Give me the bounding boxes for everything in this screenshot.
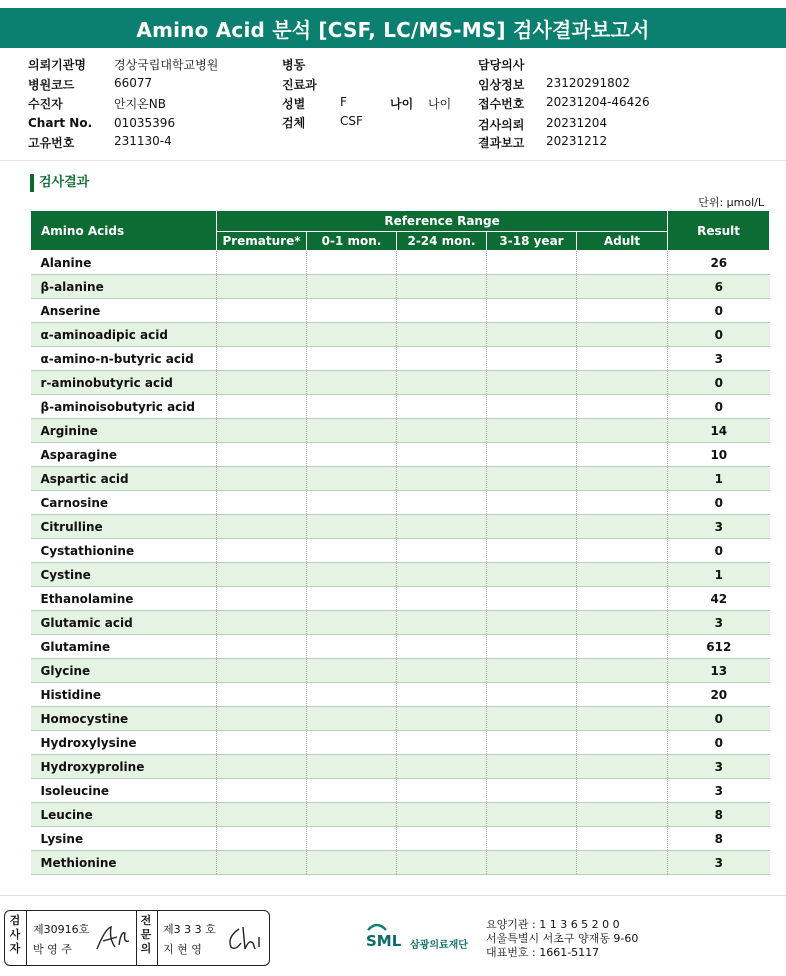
reference-cell [217, 515, 307, 539]
reference-cell [487, 515, 577, 539]
reference-cell [577, 611, 668, 635]
reference-cell [397, 851, 487, 875]
divider [0, 160, 786, 161]
amino-acid-name: Asparagine [31, 443, 217, 467]
reference-cell [217, 851, 307, 875]
reference-cell [487, 827, 577, 851]
reference-cell [487, 323, 577, 347]
result-value: 612 [668, 635, 770, 659]
result-value: 0 [668, 539, 770, 563]
reference-cell [577, 827, 668, 851]
reference-cell [577, 323, 668, 347]
phone: 대표번호 : 1661-5117 [486, 946, 600, 959]
amino-acid-name: Leucine [31, 803, 217, 827]
reference-cell [217, 275, 307, 299]
institution-label: 의뢰기관명 [28, 58, 86, 72]
hospital-code-label: 병원코드 [28, 78, 75, 92]
reference-cell [217, 371, 307, 395]
result-value: 3 [668, 347, 770, 371]
reference-cell [307, 275, 397, 299]
result-value: 10 [668, 443, 770, 467]
reference-cell [577, 707, 668, 731]
tester-signature [95, 923, 133, 953]
reference-cell [307, 731, 397, 755]
amino-acid-name: α-aminoadipic acid [31, 323, 217, 347]
header-amino-acids: Amino Acids [31, 211, 217, 251]
result-value: 3 [668, 515, 770, 539]
reference-cell [487, 563, 577, 587]
unique-label: 고유번호 [28, 136, 75, 150]
reference-cell [217, 707, 307, 731]
logo-subtext: 삼광의료재단 [410, 940, 468, 951]
signature-divider [157, 911, 158, 965]
table-row [31, 827, 770, 851]
reference-cell [397, 347, 487, 371]
reference-cell [307, 563, 397, 587]
amino-acid-name: Citrulline [31, 515, 217, 539]
tester-label: 검사자 [9, 914, 21, 955]
reference-cell [487, 707, 577, 731]
reference-cell [577, 563, 668, 587]
reference-cell [217, 731, 307, 755]
signature-box [4, 910, 270, 966]
reference-cell [487, 467, 577, 491]
reference-cell [397, 467, 487, 491]
request-label: 검사의뢰 [478, 118, 525, 132]
reference-cell [307, 587, 397, 611]
reference-cell [487, 251, 577, 275]
doctor-name: 지 현 영 [163, 943, 202, 956]
amino-acid-name: Carnosine [31, 491, 217, 515]
reference-cell [307, 611, 397, 635]
reference-cell [577, 731, 668, 755]
reference-cell [487, 275, 577, 299]
logo-text: SML [366, 932, 402, 950]
reference-cell [487, 755, 577, 779]
result-value: 0 [668, 323, 770, 347]
reference-cell [307, 539, 397, 563]
amino-acid-name: Arginine [31, 419, 217, 443]
amino-acid-name: Glycine [31, 659, 217, 683]
reference-cell [397, 539, 487, 563]
table-row [31, 275, 770, 299]
report-title: Amino Acid 분석 [CSF, LC/MS-MS] 검사결과보고서 [0, 8, 786, 48]
reference-cell [487, 611, 577, 635]
chart-label: Chart No. [28, 116, 93, 130]
reference-cell [397, 635, 487, 659]
table-row [31, 779, 770, 803]
reference-cell [577, 587, 668, 611]
reference-cell [487, 851, 577, 875]
reference-cell [577, 779, 668, 803]
patient-label: 수진자 [28, 97, 63, 111]
results-table [30, 210, 770, 875]
table-row [31, 587, 770, 611]
reference-cell [577, 851, 668, 875]
reference-cell [307, 827, 397, 851]
amino-acid-name: Ethanolamine [31, 587, 217, 611]
reference-cell [577, 443, 668, 467]
reference-cell [217, 611, 307, 635]
reference-cell [397, 419, 487, 443]
reference-cell [397, 323, 487, 347]
reference-cell [307, 683, 397, 707]
result-date-label: 결과보고 [478, 136, 525, 150]
reference-cell [487, 491, 577, 515]
reference-cell [307, 443, 397, 467]
reference-cell [307, 347, 397, 371]
reference-cell [217, 323, 307, 347]
amino-acid-name: Homocystine [31, 707, 217, 731]
table-row [31, 443, 770, 467]
reference-cell [217, 755, 307, 779]
reference-cell [397, 515, 487, 539]
reference-cell [307, 491, 397, 515]
reference-cell [487, 635, 577, 659]
amino-acid-name: Lysine [31, 827, 217, 851]
table-row [31, 251, 770, 275]
table-row [31, 419, 770, 443]
reference-cell [307, 635, 397, 659]
reference-cell [217, 299, 307, 323]
amino-acid-name: Isoleucine [31, 779, 217, 803]
reference-cell [577, 635, 668, 659]
reference-cell [397, 611, 487, 635]
receipt-value: 20231204-46426 [546, 95, 650, 109]
header-reference-range: Reference Range [217, 211, 668, 232]
reference-cell [217, 347, 307, 371]
result-value: 1 [668, 467, 770, 491]
ward-label: 병동 [282, 58, 306, 72]
reference-cell [307, 755, 397, 779]
reference-cell [487, 659, 577, 683]
result-value: 0 [668, 707, 770, 731]
reference-cell [397, 371, 487, 395]
table-row [31, 395, 770, 419]
table-row [31, 539, 770, 563]
reference-cell [217, 443, 307, 467]
result-value: 0 [668, 299, 770, 323]
reference-cell [397, 779, 487, 803]
institution-address [486, 918, 638, 960]
reference-cell [577, 371, 668, 395]
reference-cell [307, 419, 397, 443]
reference-cell [397, 395, 487, 419]
reference-cell [577, 299, 668, 323]
reference-cell [307, 659, 397, 683]
header-range-3-18-year: 3-18 year [487, 232, 577, 251]
reference-cell [307, 515, 397, 539]
header-range-0-1-mon: 0-1 mon. [307, 232, 397, 251]
amino-acid-name: Glutamine [31, 635, 217, 659]
reference-cell [577, 251, 668, 275]
result-value: 6 [668, 275, 770, 299]
result-value: 3 [668, 779, 770, 803]
doctor-number: 제3 3 3 호 [163, 923, 216, 936]
reference-cell [307, 323, 397, 347]
reference-cell [577, 419, 668, 443]
receipt-label: 접수번호 [478, 97, 525, 111]
reference-cell [487, 443, 577, 467]
table-row [31, 659, 770, 683]
reference-cell [307, 467, 397, 491]
reference-cell [487, 731, 577, 755]
unit-label: 단위: μmol/L [698, 196, 764, 209]
table-row [31, 467, 770, 491]
reference-cell [577, 491, 668, 515]
reference-cell [397, 827, 487, 851]
header-result: Result [668, 211, 770, 251]
reference-cell [397, 275, 487, 299]
signature-divider [26, 911, 27, 965]
reference-cell [577, 659, 668, 683]
table-row [31, 731, 770, 755]
specimen-label: 검체 [282, 116, 306, 130]
reference-cell [217, 491, 307, 515]
amino-acid-name: r-aminobutyric acid [31, 371, 217, 395]
sml-logo [366, 918, 478, 952]
result-value: 0 [668, 731, 770, 755]
result-value: 8 [668, 827, 770, 851]
footer [0, 895, 786, 976]
result-value: 26 [668, 251, 770, 275]
reference-cell [397, 707, 487, 731]
result-value: 3 [668, 755, 770, 779]
reference-cell [487, 371, 577, 395]
result-value: 8 [668, 803, 770, 827]
age-label: 나이 [390, 97, 414, 111]
reference-cell [487, 347, 577, 371]
table-row [31, 755, 770, 779]
reference-cell [307, 371, 397, 395]
reference-cell [577, 539, 668, 563]
doctor-role-label: 전문의 [140, 914, 152, 955]
reference-cell [397, 587, 487, 611]
amino-acid-name: Hydroxylysine [31, 731, 217, 755]
result-value: 1 [668, 563, 770, 587]
reference-cell [397, 299, 487, 323]
reference-cell [397, 443, 487, 467]
table-row [31, 707, 770, 731]
reference-cell [397, 755, 487, 779]
reference-cell [217, 539, 307, 563]
reference-cell [397, 563, 487, 587]
reference-cell [487, 539, 577, 563]
table-row [31, 491, 770, 515]
amino-acid-name: Histidine [31, 683, 217, 707]
reference-cell [217, 683, 307, 707]
amino-acid-name: Hydroxyproline [31, 755, 217, 779]
table-row [31, 371, 770, 395]
reference-cell [577, 803, 668, 827]
result-value: 0 [668, 491, 770, 515]
table-row [31, 803, 770, 827]
reference-cell [577, 395, 668, 419]
reference-cell [307, 851, 397, 875]
amino-acid-name: Cystathionine [31, 539, 217, 563]
section-title: 검사결과 [30, 174, 89, 192]
result-date-value: 20231212 [546, 134, 608, 148]
reference-cell [217, 395, 307, 419]
address: 서울특별시 서초구 양재동 9-60 [486, 932, 639, 945]
result-value: 3 [668, 611, 770, 635]
reference-cell [577, 515, 668, 539]
sex-label: 성별 [282, 97, 306, 111]
unique-value: 231130-4 [114, 134, 172, 148]
reference-cell [487, 779, 577, 803]
patient-value: 안지온NB [114, 97, 166, 111]
reference-cell [397, 251, 487, 275]
result-value: 0 [668, 395, 770, 419]
reference-cell [217, 563, 307, 587]
reference-cell [577, 755, 668, 779]
table-row [31, 563, 770, 587]
table-row [31, 347, 770, 371]
reference-cell [487, 395, 577, 419]
reference-cell [577, 275, 668, 299]
reference-cell [397, 683, 487, 707]
institution-value: 경상국립대학교병원 [114, 58, 219, 72]
chart-value: 01035396 [114, 116, 176, 130]
reference-cell [217, 251, 307, 275]
tester-name: 박 영 주 [33, 943, 72, 956]
reference-cell [487, 683, 577, 707]
reference-cell [217, 467, 307, 491]
reference-cell [487, 803, 577, 827]
amino-acid-name: Methionine [31, 851, 217, 875]
hospital-code-value: 66077 [114, 76, 153, 90]
patient-info [28, 56, 768, 152]
header-range-2-24-mon: 2-24 mon. [397, 232, 487, 251]
age-value: 나이 [428, 97, 452, 111]
reference-cell [217, 635, 307, 659]
specimen-value: CSF [340, 114, 363, 128]
amino-acid-name: Anserine [31, 299, 217, 323]
reference-cell [217, 779, 307, 803]
reference-cell [307, 803, 397, 827]
reference-cell [217, 803, 307, 827]
reference-cell [487, 299, 577, 323]
table-row [31, 611, 770, 635]
result-value: 14 [668, 419, 770, 443]
doctor-label: 담당의사 [478, 58, 525, 72]
reference-cell [307, 707, 397, 731]
table-row [31, 323, 770, 347]
table-row [31, 515, 770, 539]
reference-cell [307, 395, 397, 419]
reference-cell [217, 659, 307, 683]
amino-acid-name: β-aminoisobutyric acid [31, 395, 217, 419]
result-value: 3 [668, 851, 770, 875]
table-row [31, 635, 770, 659]
amino-acid-name: β-alanine [31, 275, 217, 299]
reference-cell [307, 779, 397, 803]
header-range-adult: Adult [577, 232, 668, 251]
reference-cell [487, 587, 577, 611]
dept-label: 진료과 [282, 78, 317, 92]
amino-acid-name: Alanine [31, 251, 217, 275]
sex-value: F [340, 95, 347, 109]
table-row [31, 683, 770, 707]
signature-divider [136, 911, 137, 965]
doctor-signature [225, 923, 263, 953]
tester-number: 제30916호 [33, 923, 90, 936]
reference-cell [397, 731, 487, 755]
clinical-value: 23120291802 [546, 76, 630, 90]
amino-acid-name: Cystine [31, 563, 217, 587]
reference-cell [397, 803, 487, 827]
reference-cell [577, 467, 668, 491]
amino-acid-name: α-amino-n-butyric acid [31, 347, 217, 371]
clinical-label: 임상정보 [478, 78, 525, 92]
table-row [31, 851, 770, 875]
reference-cell [397, 659, 487, 683]
reference-cell [217, 827, 307, 851]
reference-cell [577, 347, 668, 371]
reference-cell [487, 419, 577, 443]
amino-acid-name: Aspartic acid [31, 467, 217, 491]
request-value: 20231204 [546, 116, 608, 130]
reference-cell [397, 491, 487, 515]
result-value: 20 [668, 683, 770, 707]
header-range-premature: Premature* [217, 232, 307, 251]
reference-cell [217, 419, 307, 443]
reference-cell [577, 683, 668, 707]
amino-acid-name: Glutamic acid [31, 611, 217, 635]
result-value: 13 [668, 659, 770, 683]
result-value: 0 [668, 371, 770, 395]
org-code: 요양기관 : 1 1 3 6 5 2 0 0 [486, 918, 620, 931]
reference-cell [307, 299, 397, 323]
reference-cell [217, 587, 307, 611]
result-value: 42 [668, 587, 770, 611]
reference-cell [307, 251, 397, 275]
table-row [31, 299, 770, 323]
